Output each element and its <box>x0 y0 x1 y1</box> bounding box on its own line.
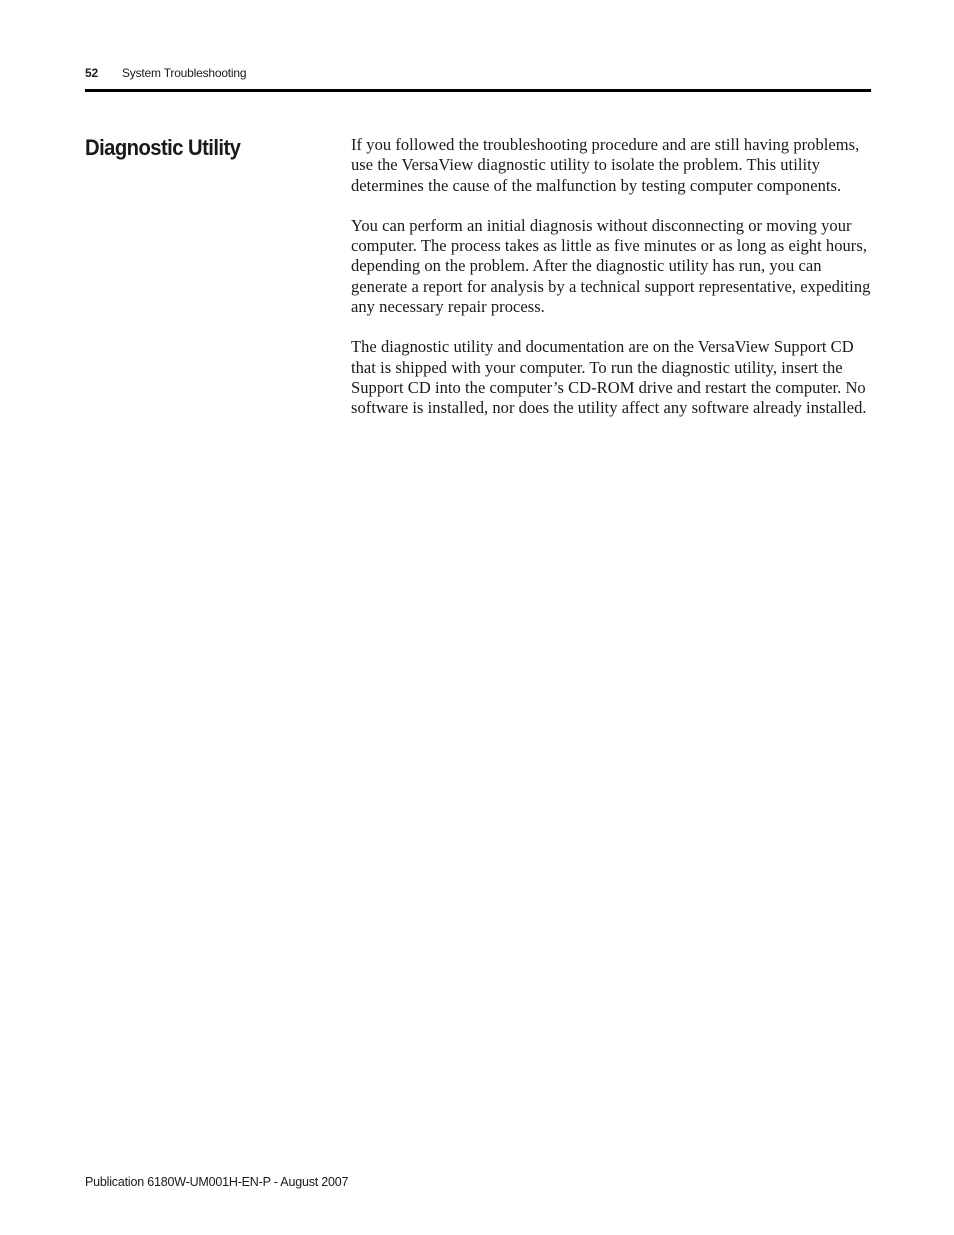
body-paragraph-process: You can perform an initial diagnosis without disconnecting or moving your computer. The process takes as little as five minutes or as long as eight hours, depending on the problem. After the diagnostic utility has run, you can generate a report for analysis by a technical support representative, expediting any necessary repair process. <box>351 215 871 317</box>
body-text-column <box>351 135 873 439</box>
publication-footer: Publication 6180W-UM001H-EN-P - August 2007 <box>85 1175 349 1189</box>
body-paragraph-intro: If you followed the troubleshooting procedure and are still having problems, use the VersaView diagnostic utility to isolate the problem. This utility determines the cause of the malfunction by testing computer components. <box>351 135 860 195</box>
body-paragraph-support-cd: The diagnostic utility and documentation are on the VersaView Support CD that is shipped with your computer. To run the diagnostic utility, insert the Support CD into the computer’s CD-ROM drive and restart the computer. No software is installed, nor does the utility affect any software already installed. <box>351 337 867 418</box>
page-number: 52 <box>85 66 98 80</box>
header-rule <box>85 89 871 92</box>
section-heading: Diagnostic Utility <box>85 135 241 160</box>
running-header-title: System Troubleshooting <box>122 66 247 80</box>
